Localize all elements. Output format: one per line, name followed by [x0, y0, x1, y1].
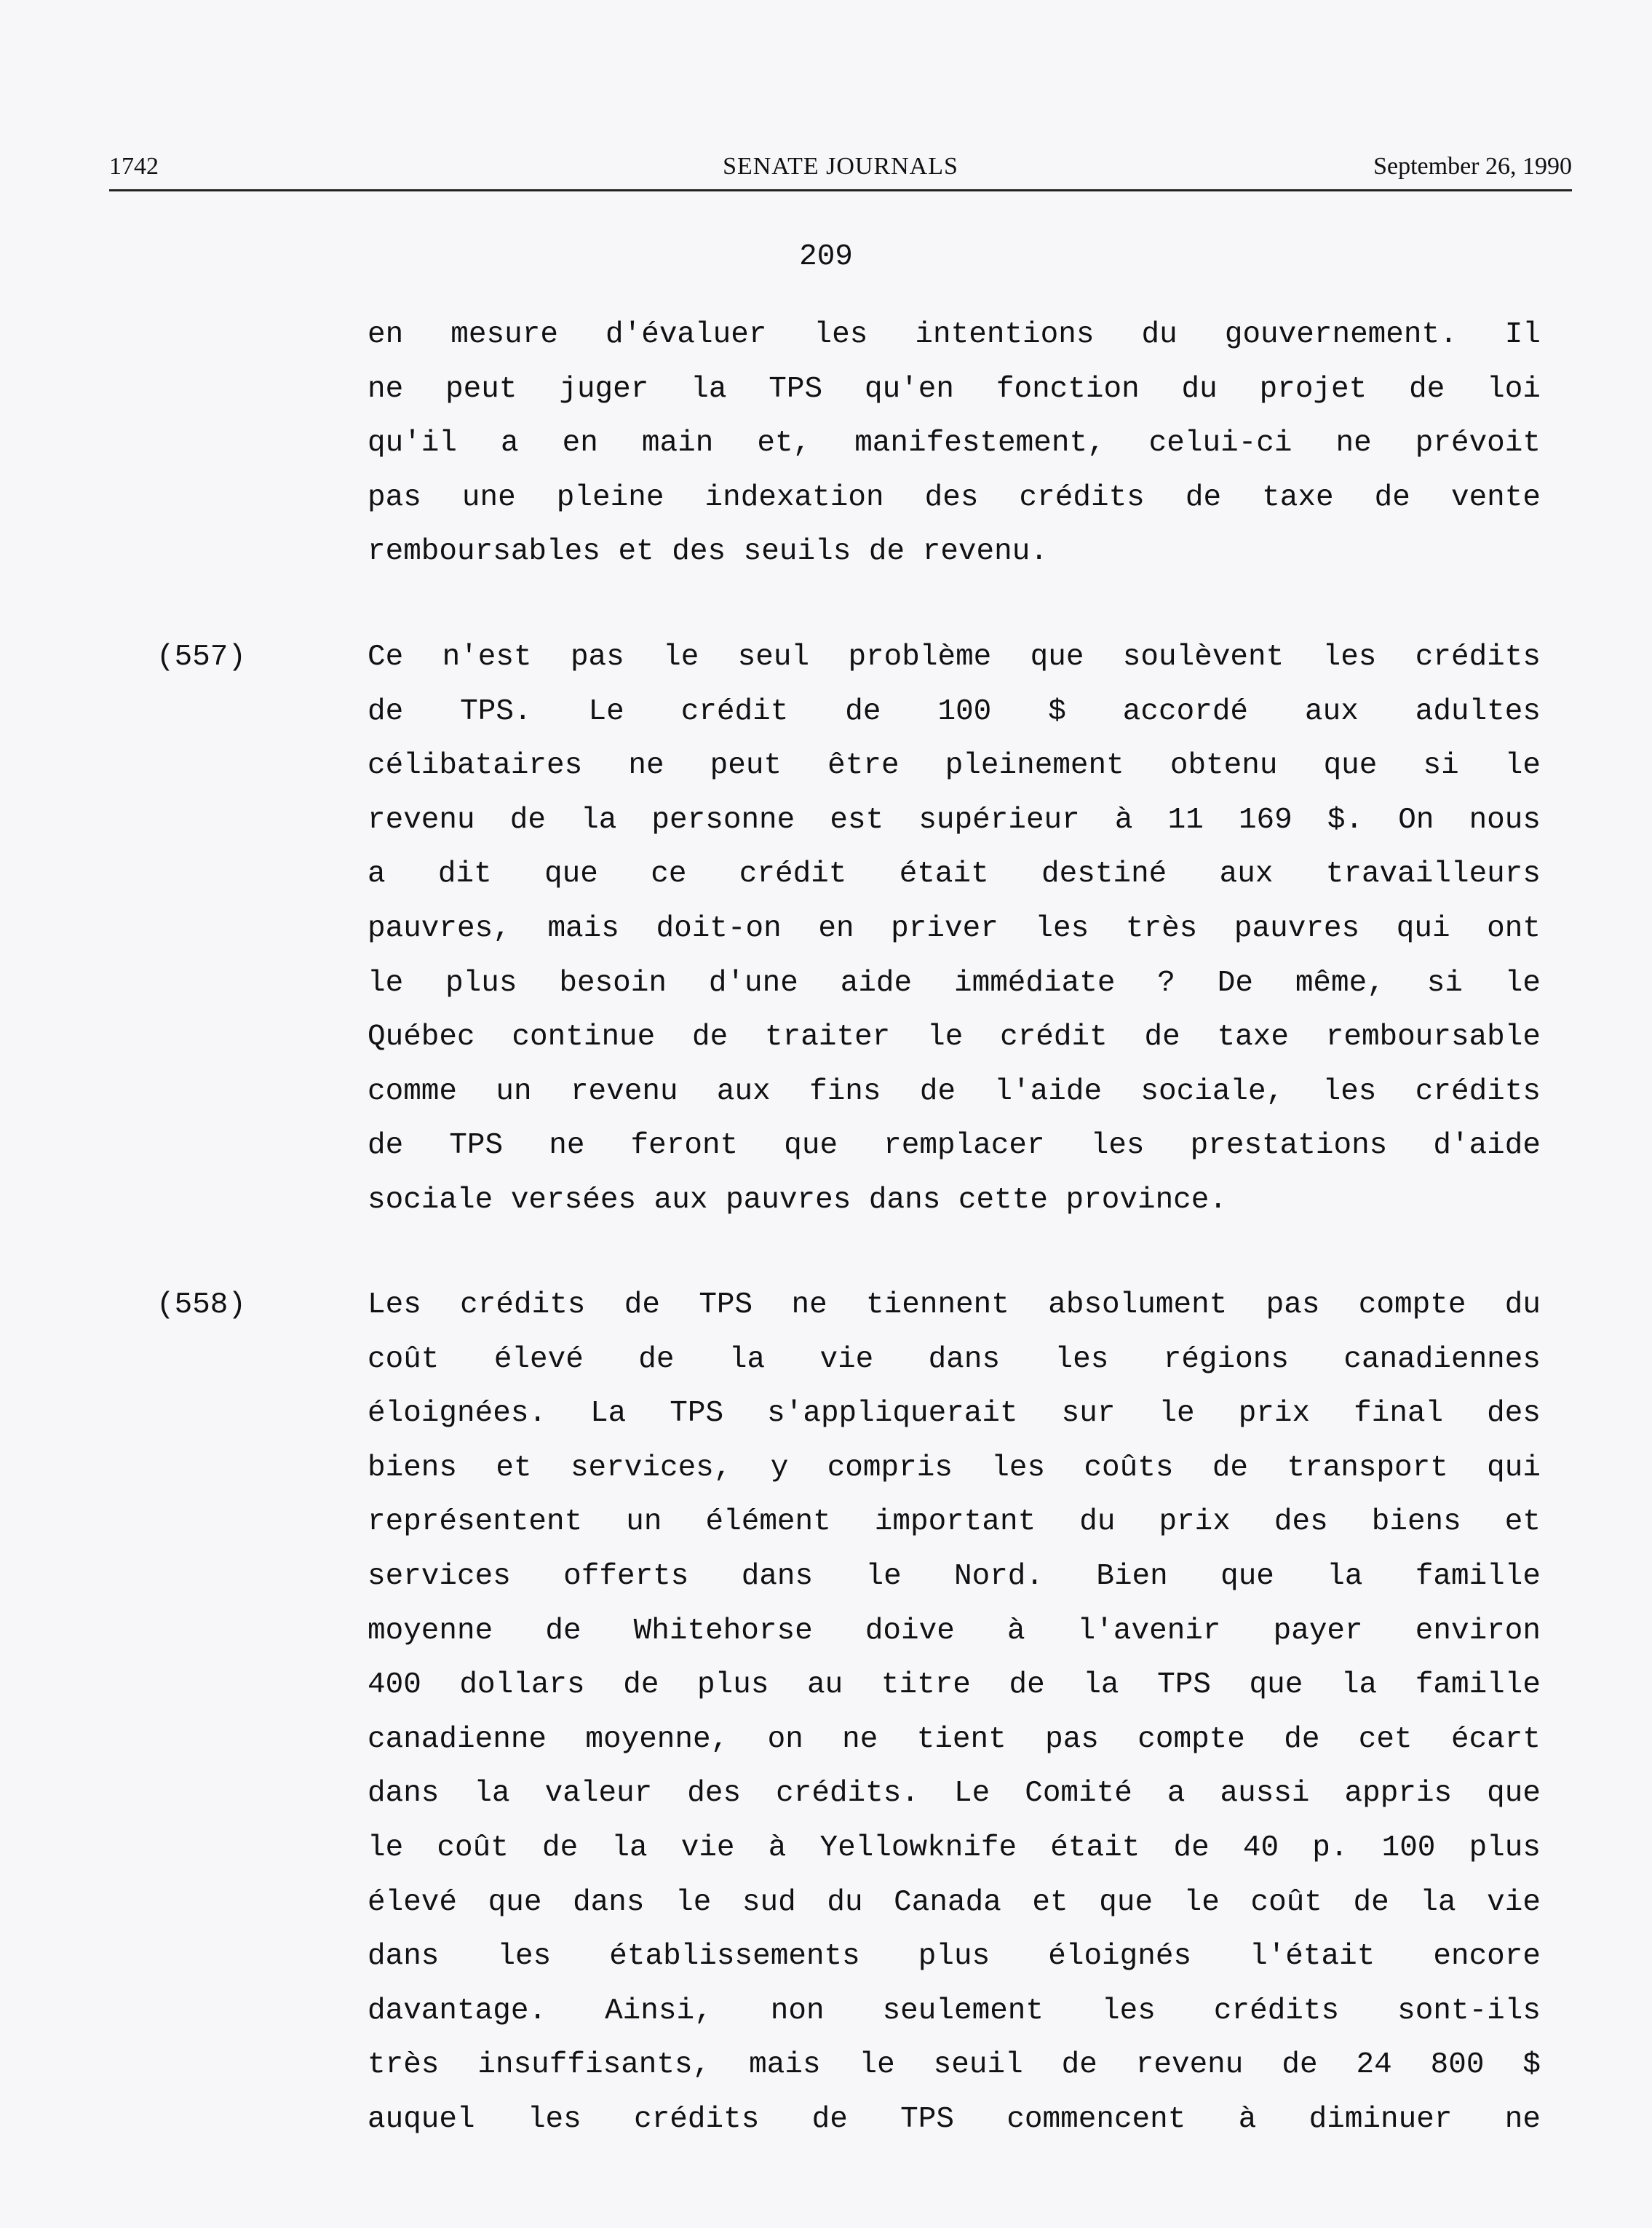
text-line: qu'il a en main et, manifestement, celui-ci ne prévoit: [368, 427, 1541, 461]
text-line: le plus besoin d'une aide immédiate ? De même, si le: [368, 966, 1541, 1000]
text-line: canadienne moyenne, on ne tient pas compte de cet écart: [368, 1722, 1541, 1756]
text-line: revenu de la personne est supérieur à 11 169 $. On nous: [368, 803, 1541, 837]
text-line: Ce n'est pas le seul problème que soulèvent les crédits: [368, 641, 1541, 674]
text-line: éloignées. La TPS s'appliquerait sur le prix final des: [368, 1397, 1541, 1431]
text-line: de TPS. Le crédit de 100 $ accordé aux adultes: [368, 694, 1541, 729]
text-line: a dit que ce crédit était destiné aux travailleurs: [368, 857, 1541, 892]
text-line: comme un revenu aux fins de l'aide sociale, les crédits: [368, 1074, 1541, 1109]
text-line: 400 dollars de plus au titre de la TPS que la famille: [368, 1668, 1541, 1702]
text-line: représentent un élément important du prix des biens et: [368, 1505, 1541, 1539]
text-line: le coût de la vie à Yellowknife était de 40 p. 100 plus: [368, 1831, 1541, 1865]
text-line: célibataires ne peut être pleinement obtenu que si le: [368, 749, 1541, 783]
text-line: ne peut juger la TPS qu'en fonction du projet de loi: [368, 372, 1541, 406]
text-line: dans la valeur des crédits. Le Comité a aussi appris que: [368, 1777, 1541, 1811]
paragraph-number-557: (557): [156, 641, 247, 674]
paragraph-number-558: (558): [156, 1288, 247, 1322]
text-line: sociale versées aux pauvres dans cette province.: [368, 1183, 1227, 1217]
text-line: dans les établissements plus éloignés l'était encore: [368, 1940, 1541, 1974]
text-line: de TPS ne feront que remplacer les prestations d'aide: [368, 1129, 1541, 1163]
text-line: davantage. Ainsi, non seulement les crédits sont-ils: [368, 1994, 1541, 2028]
journal-date: September 26, 1990: [1373, 153, 1572, 180]
journal-title: SENATE JOURNALS: [723, 153, 958, 180]
report-page-number: 209: [799, 240, 853, 274]
text-line: très insuffisants, mais le seuil de revenu de 24 800 $: [368, 2048, 1541, 2082]
text-line: Les crédits de TPS ne tiennent absolument pas compte du: [368, 1288, 1541, 1322]
text-line: Québec continue de traiter le crédit de taxe remboursable: [368, 1020, 1541, 1055]
text-line: biens et services, y compris les coûts de transport qui: [368, 1451, 1541, 1485]
paragraph-557: [368, 630, 1541, 1228]
paragraph-558: [368, 1278, 1541, 2147]
text-line: services offerts dans le Nord. Bien que la famille: [368, 1559, 1541, 1593]
text-line: en mesure d'évaluer les intentions du gouvernement. Il: [368, 318, 1541, 352]
running-header: [109, 146, 1572, 191]
journal-page-number: 1742: [109, 153, 159, 180]
text-line: auquel les crédits de TPS commencent à diminuer ne: [368, 2102, 1541, 2136]
text-line: élevé que dans le sud du Canada et que le coût de la vie: [368, 1885, 1541, 1919]
text-line: moyenne de Whitehorse doive à l'avenir payer environ: [368, 1614, 1541, 1648]
text-line: pauvres, mais doit-on en priver les très pauvres qui ont: [368, 911, 1541, 945]
text-line: pas une pleine indexation des crédits de taxe de vente: [368, 480, 1541, 515]
text-line: remboursables et des seuils de revenu.: [368, 535, 1048, 569]
text-line: coût élevé de la vie dans les régions canadiennes: [368, 1342, 1541, 1376]
continuation-paragraph: [368, 308, 1541, 579]
